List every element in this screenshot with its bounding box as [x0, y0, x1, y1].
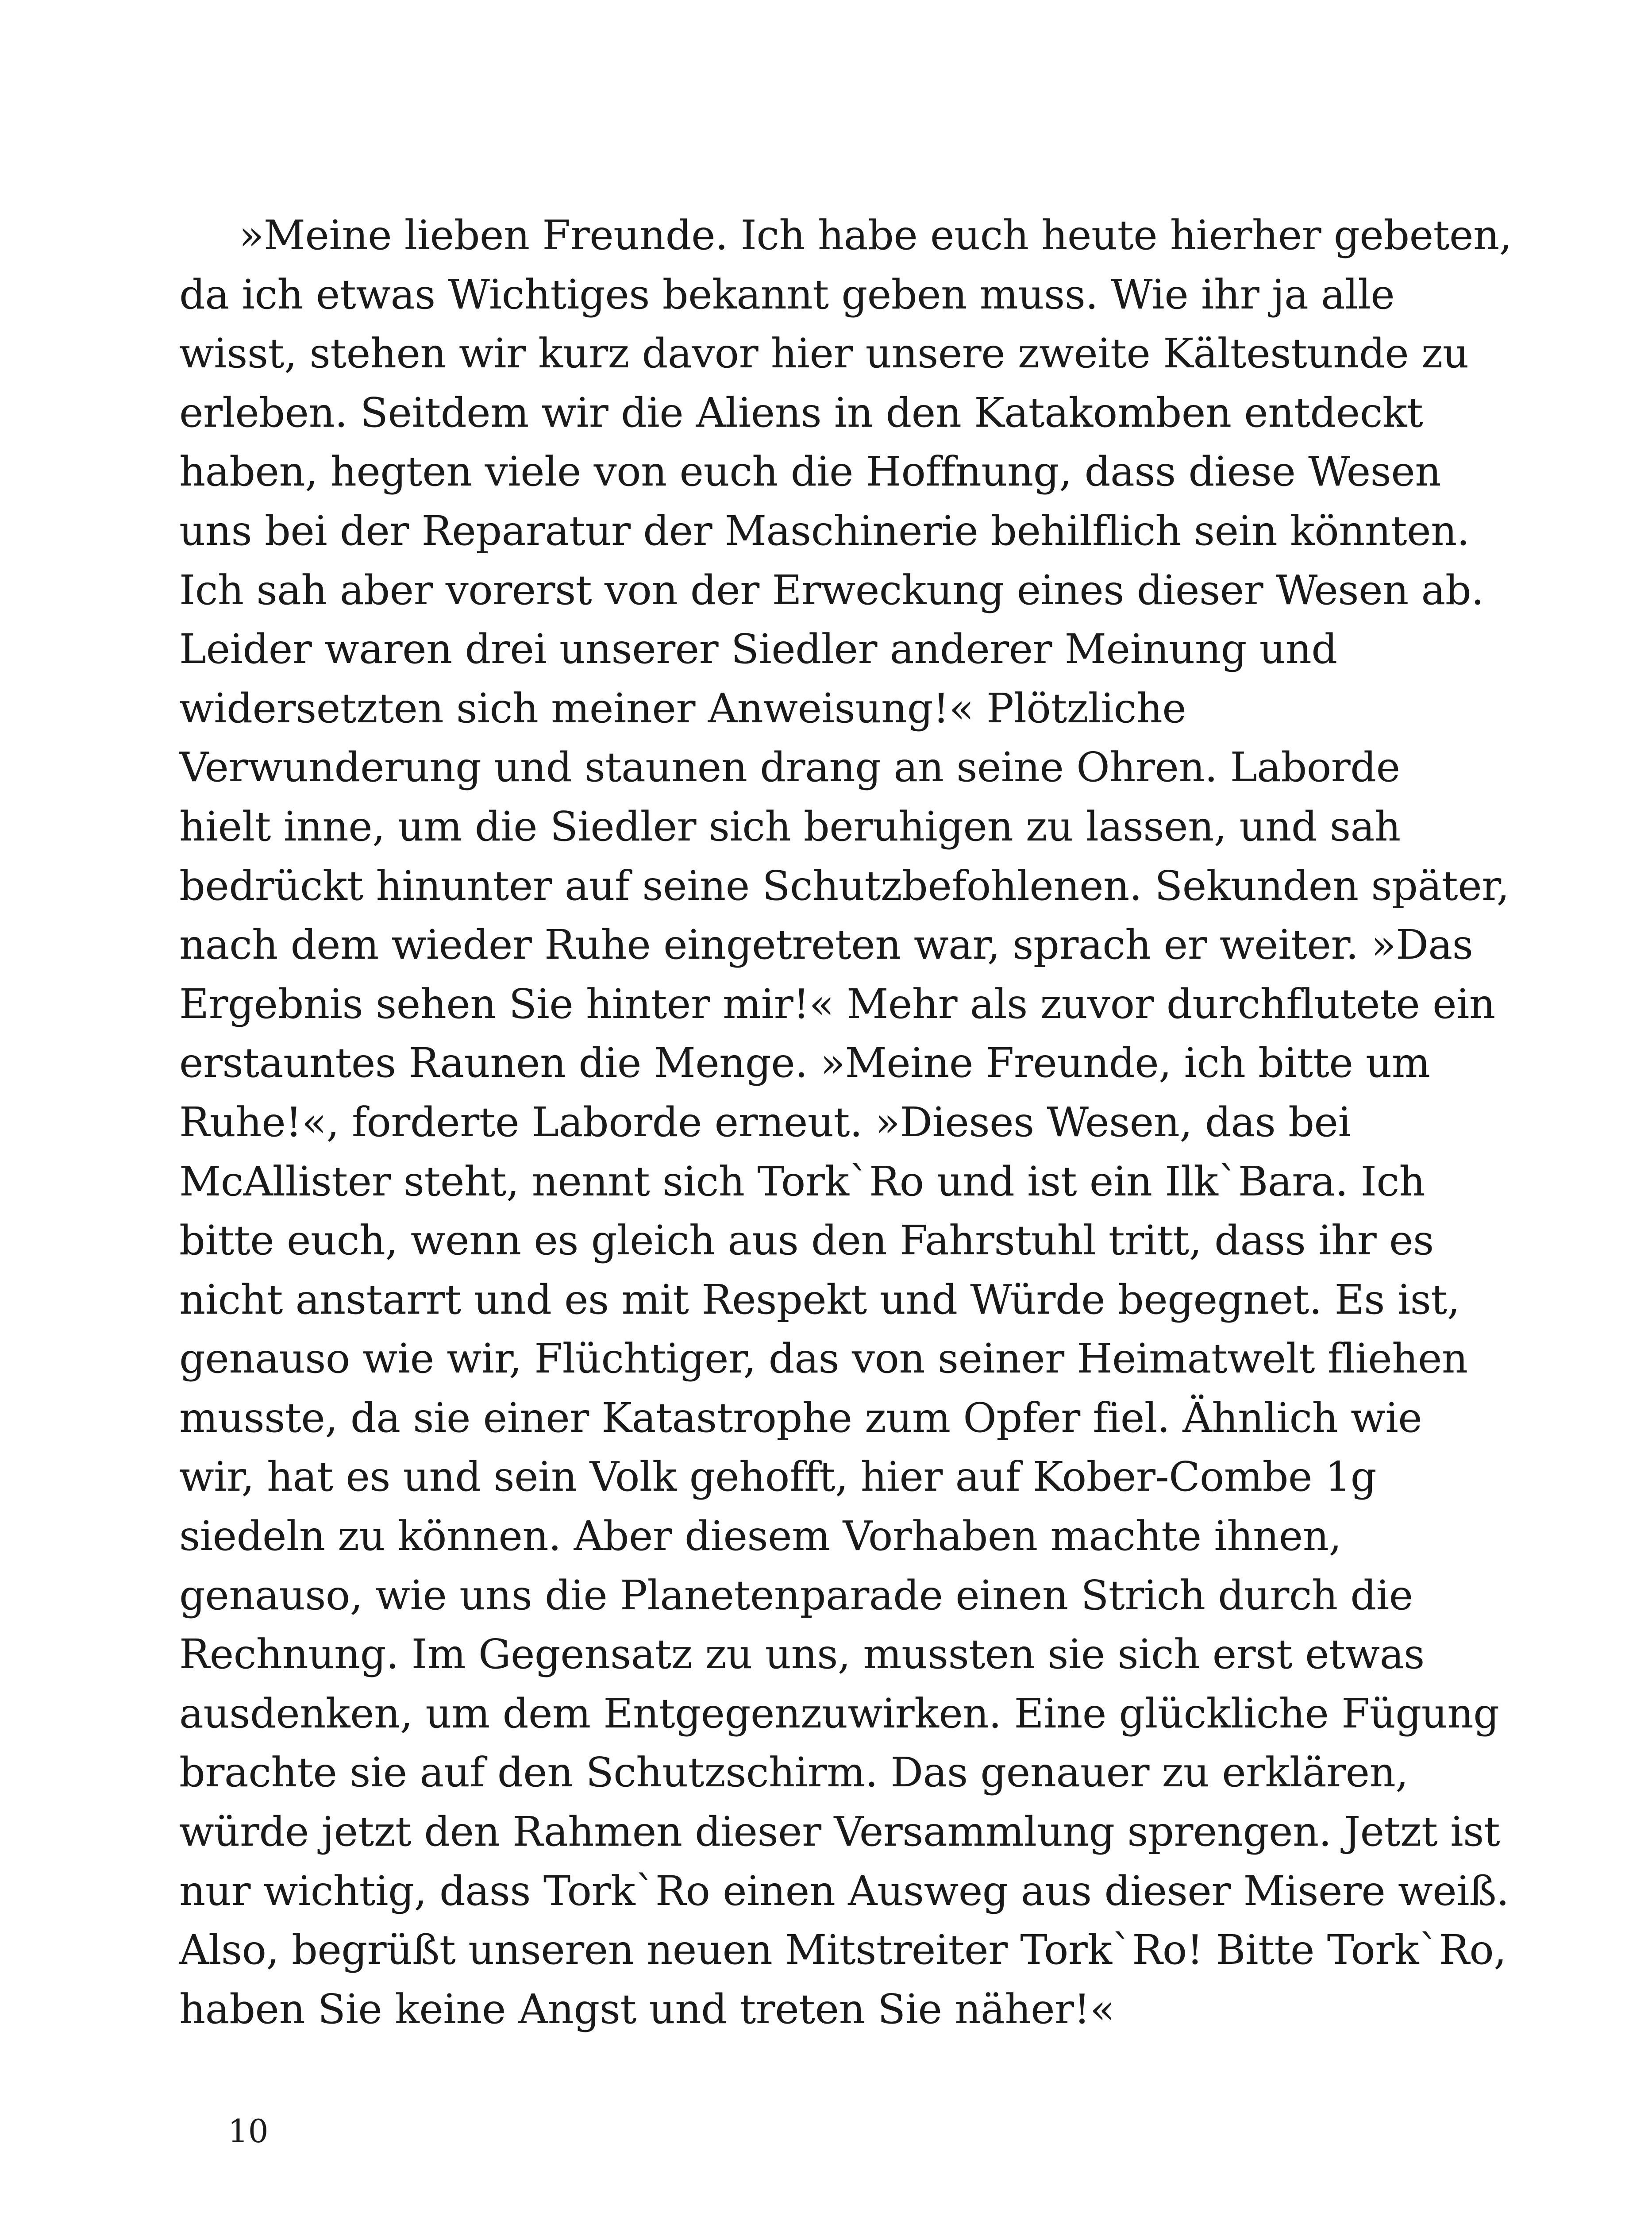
text-line: haben Sie keine Angst und treten Sie näher!« [179, 1985, 1115, 2033]
text-line: uns bei der Reparatur der Maschinerie behilflich sein könnten. [179, 507, 1470, 555]
text-line: bitte euch, wenn es gleich aus den Fahrstuhl tritt, dass ihr es [179, 1217, 1434, 1265]
text-line: nicht anstarrt und es mit Respekt und Würde begegnet. Es ist, [179, 1276, 1460, 1323]
text-line: erleben. Seitdem wir die Aliens in den Katakomben entdeckt [179, 389, 1423, 436]
text-line: würde jetzt den Rahmen dieser Versammlung sprengen. Jetzt ist [179, 1808, 1500, 1856]
text-line: McAllister steht, nennt sich Tork`Ro und ist ein Ilk`Bara. Ich [179, 1157, 1425, 1205]
text-line: genauso wie wir, Flüchtiger, das von seiner Heimatwelt fliehen [179, 1335, 1468, 1383]
text-line: hielt inne, um die Siedler sich beruhigen zu lassen, und sah [179, 802, 1401, 850]
text-line: siedeln zu können. Aber diesem Vorhaben machte ihnen, [179, 1512, 1342, 1560]
text-line: Ich sah aber vorerst von der Erweckung eines dieser Wesen ab. [179, 566, 1484, 614]
page-number: 10 [228, 2113, 269, 2150]
text-line: nur wichtig, dass Tork`Ro einen Ausweg aus dieser Misere weiß. [179, 1867, 1509, 1915]
text-line: wir, hat es und sein Volk gehofft, hier auf Kober-Combe 1g [179, 1453, 1377, 1501]
text-line: bedrückt hinunter auf seine Schutzbefohlenen. Sekunden später, [179, 862, 1510, 910]
text-line: da ich etwas Wichtiges bekannt geben muss. Wie ihr ja alle [179, 270, 1395, 318]
text-line: erstauntes Raunen die Menge. »Meine Freunde, ich bitte um [179, 1039, 1430, 1087]
text-line: wisst, stehen wir kurz davor hier unsere zweite Kältestunde zu [179, 330, 1469, 378]
text-line: Ruhe!«, forderte Laborde erneut. »Dieses Wesen, das bei [179, 1098, 1351, 1146]
text-line: genauso, wie uns die Planetenparade einen Strich durch die [179, 1571, 1413, 1619]
text-line: musste, da sie einer Katastrophe zum Opfer fiel. Ähnlich wie [179, 1394, 1422, 1442]
text-line: Rechnung. Im Gegensatz zu uns, mussten sie sich erst etwas [179, 1631, 1425, 1678]
text-line: »Meine lieben Freunde. Ich habe euch heute hierher gebeten, [239, 212, 1512, 259]
text-line: Also, begrüßt unseren neuen Mitstreiter Tork`Ro! Bitte Tork`Ro, [179, 1926, 1506, 1974]
text-line: Verwunderung und staunen drang an seine Ohren. Laborde [179, 744, 1400, 791]
text-line: brachte sie auf den Schutzschirm. Das genauer zu erklären, [179, 1749, 1409, 1797]
text-line: Ergebnis sehen Sie hinter mir!« Mehr als zuvor durchflutete ein [179, 980, 1495, 1028]
text-line: Leider waren drei unserer Siedler anderer Meinung und [179, 625, 1337, 673]
text-line: haben, hegten viele von euch die Hoffnung, dass diese Wesen [179, 448, 1441, 496]
text-line: nach dem wieder Ruhe eingetreten war, sprach er weiter. »Das [179, 921, 1473, 969]
text-line: ausdenken, um dem Entgegenzuwirken. Eine glückliche Fügung [179, 1689, 1499, 1737]
text-line: widersetzten sich meiner Anweisung!« Plötzliche [179, 684, 1186, 732]
body-paragraph [179, 206, 1512, 2039]
